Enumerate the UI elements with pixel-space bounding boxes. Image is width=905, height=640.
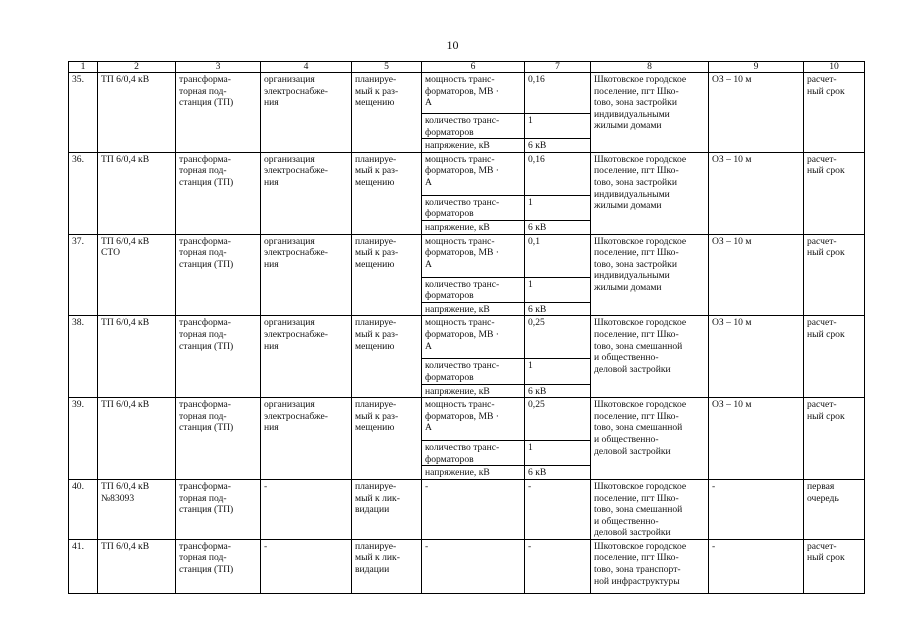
parameter-value-cell: 6 кВ [525,384,591,398]
status-cell: планируе- мый к раз- мещению [352,234,422,316]
parameter-label-cell: напряжение, кВ [422,466,525,480]
protection-zone-cell: - [709,539,804,593]
object-name-cell: ТП 6/0,4 кВ СТО [98,234,176,316]
object-name-cell: ТП 6/0,4 кВ [98,398,176,480]
column-header: 1 [69,62,98,73]
location-cell: Шкотовское городское поселение, пгт Шко- tово, зона смешанной и общественно- деловой застройки [591,398,709,480]
status-cell: планируе- мый к лик- видации [352,479,422,539]
object-name-cell: ТП 6/0,4 кВ [98,152,176,234]
column-header: 9 [709,62,804,73]
parameter-label-cell: количество транс- форматоров [422,114,525,139]
row-number-cell: 37. [69,234,98,316]
parameter-label-cell: напряжение, кВ [422,139,525,153]
row-number-cell: 38. [69,316,98,398]
parameter-label-cell: мощность транс- форматоров, МВ · А [422,398,525,441]
term-cell: первая очередь [804,479,865,539]
table-row [69,73,865,114]
header-row [69,62,865,73]
protection-zone-cell: ОЗ – 10 м [709,234,804,316]
parameter-value-cell: 1 [525,195,591,220]
parameter-value-cell: 6 кВ [525,220,591,234]
parameter-value-cell: 6 кВ [525,302,591,316]
column-header: 10 [804,62,865,73]
protection-zone-cell: ОЗ – 10 м [709,316,804,398]
object-name-cell: ТП 6/0,4 кВ [98,316,176,398]
object-name-cell: ТП 6/0,4 кВ №83093 [98,479,176,539]
parameter-label-cell: количество транс- форматоров [422,441,525,466]
purpose-cell: организация электроснабже- ния [261,73,352,153]
table-row [69,479,865,539]
protection-zone-cell: ОЗ – 10 м [709,152,804,234]
parameter-value-cell: - [525,479,591,539]
objects-table [68,61,865,594]
purpose-cell: - [261,479,352,539]
parameter-label-cell: количество транс- форматоров [422,195,525,220]
parameter-label-cell: количество транс- форматоров [422,277,525,302]
column-header: 4 [261,62,352,73]
protection-zone-cell: ОЗ – 10 м [709,398,804,480]
parameter-value-cell: 1 [525,114,591,139]
status-cell: планируе- мый к раз- мещению [352,316,422,398]
row-number-cell: 36. [69,152,98,234]
parameter-value-cell: 0,16 [525,152,591,195]
term-cell: расчет- ный срок [804,73,865,153]
parameter-value-cell: 0,25 [525,316,591,359]
table-row [69,316,865,359]
parameter-value-cell: 1 [525,441,591,466]
object-type-cell: трансформа- торная под- станция (ТП) [176,73,261,153]
parameter-value-cell: 0,16 [525,73,591,114]
purpose-cell: организация электроснабже- ния [261,234,352,316]
purpose-cell: организация электроснабже- ния [261,152,352,234]
term-cell: расчет- ный срок [804,234,865,316]
protection-zone-cell: - [709,479,804,539]
purpose-cell: - [261,539,352,593]
term-cell: расчет- ный срок [804,539,865,593]
parameter-value-cell: 0,25 [525,398,591,441]
object-type-cell: трансформа- торная под- станция (ТП) [176,316,261,398]
location-cell: Шкотовское городское поселение, пгт Шко- tово, зона смешанной и общественно- деловой застройки [591,316,709,398]
parameter-label-cell: - [422,479,525,539]
location-cell: Шкотовское городское поселение, пгт Шко- tово, зона застройки индивидуальными жилыми домами [591,73,709,153]
parameter-label-cell: напряжение, кВ [422,302,525,316]
term-cell: расчет- ный срок [804,152,865,234]
object-type-cell: трансформа- торная под- станция (ТП) [176,152,261,234]
object-type-cell: трансформа- торная под- станция (ТП) [176,398,261,480]
column-header: 7 [525,62,591,73]
column-header: 2 [98,62,176,73]
object-type-cell: трансформа- торная под- станция (ТП) [176,234,261,316]
column-header: 5 [352,62,422,73]
parameter-label-cell: мощность транс- форматоров, МВ · А [422,316,525,359]
status-cell: планируе- мый к раз- мещению [352,398,422,480]
table-row [69,234,865,277]
table-row [69,398,865,441]
parameter-label-cell: напряжение, кВ [422,384,525,398]
parameter-value-cell: 0,1 [525,234,591,277]
parameter-value-cell: 6 кВ [525,466,591,480]
column-header: 8 [591,62,709,73]
protection-zone-cell: ОЗ – 10 м [709,73,804,153]
row-number-cell: 35. [69,73,98,153]
column-header: 6 [422,62,525,73]
table-row [69,152,865,195]
purpose-cell: организация электроснабже- ния [261,398,352,480]
parameter-label-cell: мощность транс- форматоров, МВ · А [422,234,525,277]
purpose-cell: организация электроснабже- ния [261,316,352,398]
parameter-label-cell: мощность транс- форматоров, МВ · А [422,73,525,114]
parameter-value-cell: 6 кВ [525,139,591,153]
parameter-value-cell: 1 [525,277,591,302]
status-cell: планируе- мый к раз- мещению [352,152,422,234]
object-name-cell: ТП 6/0,4 кВ [98,73,176,153]
parameter-label-cell: количество транс- форматоров [422,359,525,384]
location-cell: Шкотовское городское поселение, пгт Шко- tово, зона застройки индивидуальными жилыми домами [591,152,709,234]
object-type-cell: трансформа- торная под- станция (ТП) [176,479,261,539]
term-cell: расчет- ный срок [804,398,865,480]
parameter-label-cell: напряжение, кВ [422,220,525,234]
parameter-label-cell: - [422,539,525,593]
location-cell: Шкотовское городское поселение, пгт Шко- tово, зона застройки индивидуальными жилыми домами [591,234,709,316]
location-cell: Шкотовское городское поселение, пгт Шко- tово, зона смешанной и общественно- деловой застройки [591,479,709,539]
parameter-label-cell: мощность транс- форматоров, МВ · А [422,152,525,195]
table-row [69,539,865,593]
page-number: 10 [446,38,459,52]
location-cell: Шкотовское городское поселение, пгт Шко- tово, зона транспорт- ной инфраструктуры [591,539,709,593]
row-number-cell: 40. [69,479,98,539]
status-cell: планируе- мый к раз- мещению [352,73,422,153]
term-cell: расчет- ный срок [804,316,865,398]
parameter-value-cell: - [525,539,591,593]
row-number-cell: 39. [69,398,98,480]
column-header: 3 [176,62,261,73]
object-name-cell: ТП 6/0,4 кВ [98,539,176,593]
row-number-cell: 41. [69,539,98,593]
status-cell: планируе- мый к лик- видации [352,539,422,593]
parameter-value-cell: 1 [525,359,591,384]
object-type-cell: трансформа- торная под- станция (ТП) [176,539,261,593]
